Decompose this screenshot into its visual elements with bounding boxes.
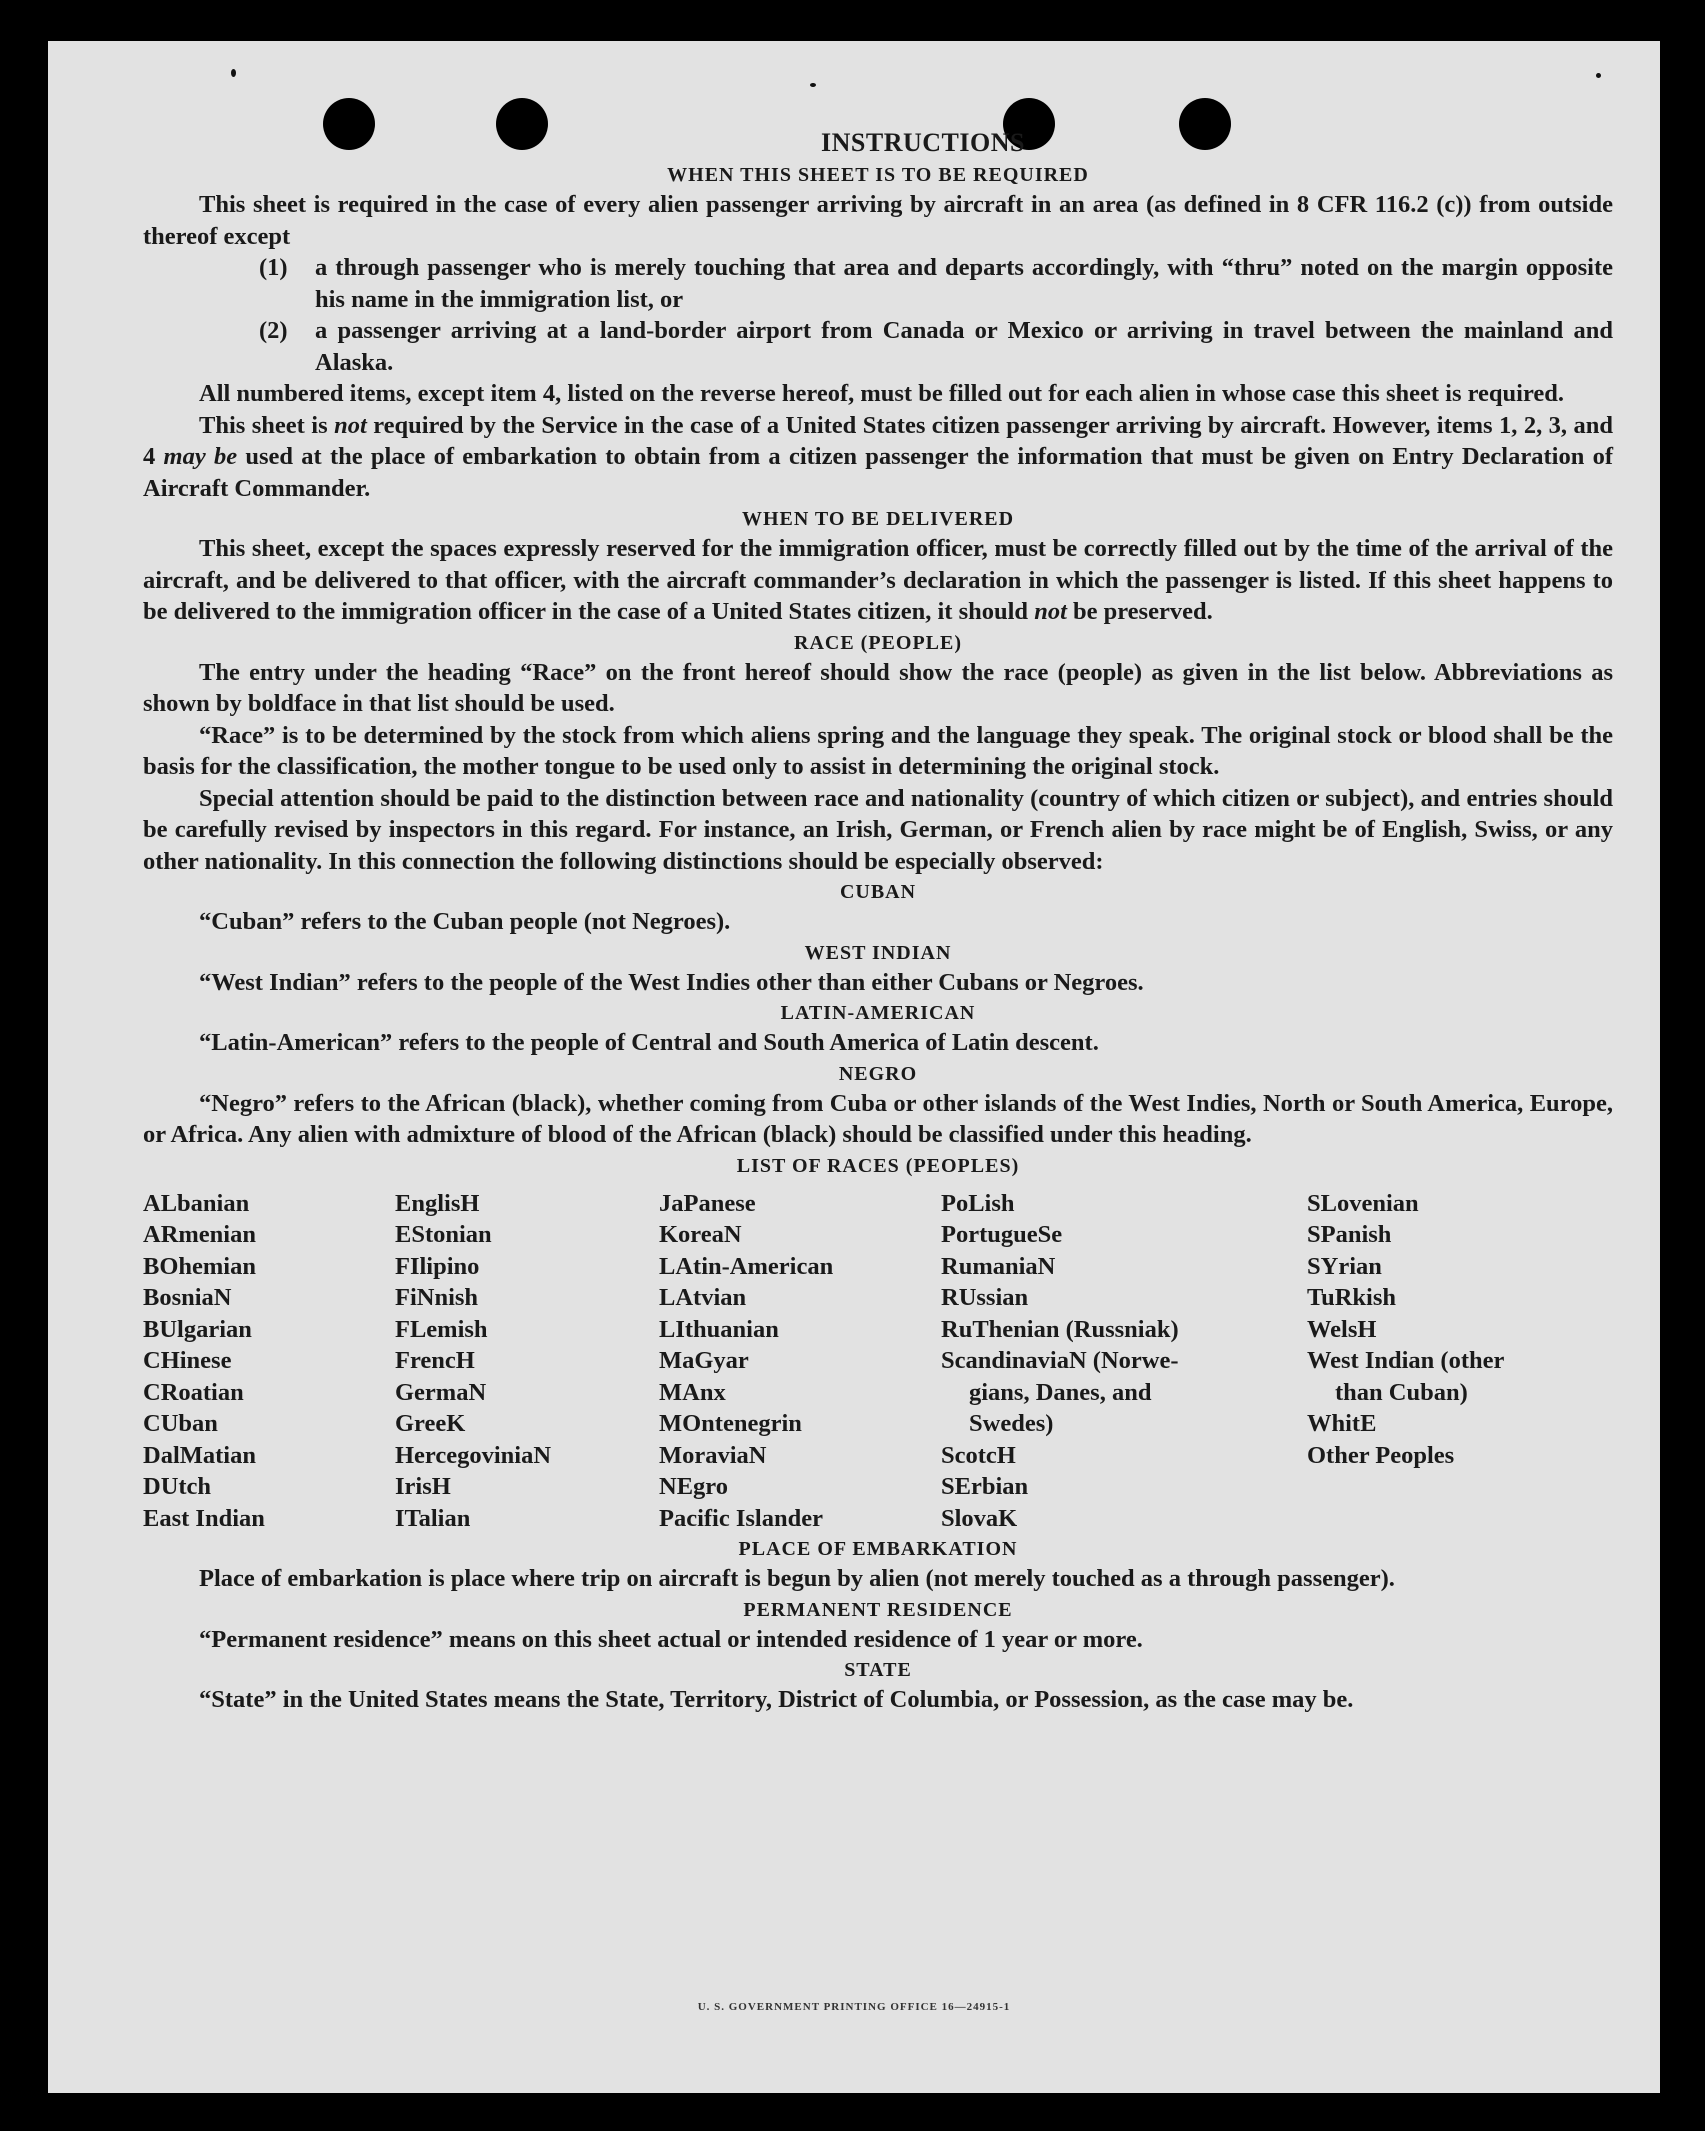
speck <box>1596 73 1601 78</box>
speck <box>231 69 236 77</box>
list-item <box>259 252 1613 315</box>
race-column <box>395 1188 659 1535</box>
race-entry: SlovaK <box>941 1504 1018 1532</box>
paragraph: “Permanent residence” means on this sheet actual or intended residence of 1 year or more. <box>199 1625 1143 1653</box>
instructions-body <box>143 126 1613 1716</box>
race-entry: FLemish <box>395 1315 488 1343</box>
race-entry: Pacific Islander <box>659 1504 823 1532</box>
paragraph: “Race” is to be determined by the stock from which aliens spring and the language they speak. The original stock or blood shall be the basis for the classification, the mother tongue to be used only to assist in determining the original stock. <box>143 721 1613 780</box>
paragraph: This sheet is required in the case of every alien passenger arriving by aircraft in an area (as defined in 8 CFR 116.2 (c)) from outside thereof except <box>143 191 1613 250</box>
section-heading: WHEN THIS SHEET IS TO BE REQUIRED <box>667 164 1089 186</box>
race-entry: West Indian (other <box>1307 1347 1505 1374</box>
race-entry: ScotcH <box>941 1441 1016 1469</box>
race-entry: CHinese <box>143 1347 232 1374</box>
speck <box>810 83 816 87</box>
section-heading: STATE <box>844 1659 912 1681</box>
race-entry: ARmenian <box>143 1221 256 1248</box>
race-entry: TuRkish <box>1307 1284 1397 1311</box>
race-entry: SPanish <box>1307 1221 1392 1248</box>
race-list <box>143 1188 1613 1535</box>
race-entry: FrencH <box>395 1347 475 1374</box>
paragraph: The entry under the heading “Race” on the front hereof should show the race (people) as given in the list below. Abbreviations as shown by boldface in that list should be used. <box>143 658 1613 717</box>
paragraph: Place of embarkation is place where trip on aircraft is begun by alien (not merely touched as a through passenger). <box>199 1565 1395 1592</box>
race-entry: JaPanese <box>659 1189 756 1217</box>
race-entry: DalMatian <box>143 1441 256 1469</box>
section-heading: LIST OF RACES (PEOPLES) <box>736 1154 1020 1177</box>
paragraph: “Negro” refers to the African (black), whether coming from Cuba or other islands of the West Indies, North or South America, Europe, or Africa. Any alien with admixture of blood of the African (black) should be classified under this heading. <box>143 1089 1613 1148</box>
section-heading: PLACE OF EMBARKATION <box>738 1538 1018 1560</box>
race-entry: ScandinaviaN (Norwe- <box>941 1347 1179 1374</box>
race-entry: IrisH <box>395 1473 451 1500</box>
section-heading: WHEN TO BE DELIVERED <box>741 508 1015 530</box>
race-entry: MOntenegrin <box>659 1410 802 1437</box>
race-entry: FiNnish <box>395 1284 479 1311</box>
race-entry: ALbanian <box>143 1189 250 1217</box>
document-page <box>48 41 1660 2093</box>
race-entry: RuThenian (Russniak) <box>941 1315 1179 1343</box>
race-entry: RUssian <box>941 1284 1029 1311</box>
race-entry: WelsH <box>1307 1315 1377 1343</box>
race-column <box>143 1188 395 1535</box>
paragraph: Special attention should be paid to the distinction between race and nationality (country of which citizen or subject), and entries should be carefully revised by inspectors in this regard. For instance, an Irish, German, or French alien by race might be of English, Swiss, or any other nationality. In this connection the following distinctions should be especially observed: <box>143 784 1613 875</box>
race-entry: Swedes) <box>969 1410 1054 1437</box>
race-entry: GermaN <box>395 1378 487 1406</box>
race-entry: gians, Danes, and <box>969 1378 1152 1406</box>
race-entry: EStonian <box>395 1221 492 1248</box>
race-entry: EnglisH <box>395 1189 480 1217</box>
paragraph: “Latin-American” refers to the people of Central and South America of Latin descent. <box>199 1029 1099 1056</box>
section-heading: RACE (PEOPLE) <box>794 631 962 654</box>
race-entry: MaGyar <box>659 1347 749 1374</box>
race-entry: SLovenian <box>1307 1189 1419 1217</box>
race-entry: than Cuban) <box>1335 1378 1468 1406</box>
item-text: a passenger arriving at a land-border airport from Canada or Mexico or arriving in travel between the mainland and Alaska. <box>315 317 1613 376</box>
race-entry: FIlipino <box>395 1252 480 1280</box>
race-entry: ITalian <box>395 1504 471 1532</box>
paragraph: This sheet, except the spaces expressly reserved for the immigration officer, must be correctly filled out by the time of the arrival of the aircraft, and be delivered to that officer, with the aircraft commander’s declaration in which the passenger is listed. If this sheet happens to be delivered to the immigration officer in the case of a United States citizen, it should not be preserved. <box>143 535 1613 625</box>
paragraph: “State” in the United States means the State, Territory, District of Columbia, or Possession, as the case may be. <box>199 1686 1354 1713</box>
section-heading: CUBAN <box>839 881 917 903</box>
race-entry: MAnx <box>659 1378 726 1406</box>
race-entry: SErbian <box>941 1473 1029 1500</box>
race-entry: LAtvian <box>659 1284 747 1311</box>
list-item <box>259 315 1613 378</box>
page-title: INSTRUCTIONS <box>821 128 1025 157</box>
race-entry: LIthuanian <box>659 1315 779 1343</box>
item-number: (2) <box>259 317 288 344</box>
race-entry: PoLish <box>941 1189 1015 1217</box>
race-entry: GreeK <box>395 1410 466 1437</box>
paragraph: “Cuban” refers to the Cuban people (not Negroes). <box>199 908 731 935</box>
paragraph: This sheet is not required by the Service in the case of a United States citizen passenger arriving by aircraft. However, items 1, 2, 3, and 4 may be used at the place of embarkation to obtain from a citizen passenger the information that must be given on Entry Declaration of Aircraft Commander. <box>143 411 1613 502</box>
race-entry: BUlgarian <box>143 1315 252 1343</box>
race-column <box>941 1188 1307 1535</box>
race-column <box>1307 1188 1577 1535</box>
race-entry: NEgro <box>659 1473 728 1500</box>
race-entry: WhitE <box>1307 1410 1377 1437</box>
race-entry: BosniaN <box>143 1284 232 1311</box>
paragraph: All numbered items, except item 4, listed on the reverse hereof, must be filled out for each alien in whose case this sheet is required. <box>199 380 1565 407</box>
paragraph: “West Indian” refers to the people of the West Indies other than either Cubans or Negroes. <box>199 968 1144 996</box>
race-entry: DUtch <box>143 1473 212 1500</box>
race-entry: SYrian <box>1307 1252 1382 1280</box>
printer-imprint: U. S. GOVERNMENT PRINTING OFFICE 16—24915-1 <box>697 2001 1011 2013</box>
item-text: a through passenger who is merely touching that area and departs accordingly, with “thru” noted on the margin opposite his name in the immigration list, or <box>315 254 1613 313</box>
item-number: (1) <box>259 254 288 281</box>
race-entry: HercegoviniaN <box>395 1441 552 1469</box>
race-entry: CRoatian <box>143 1378 244 1406</box>
race-entry: CUban <box>143 1410 218 1437</box>
section-heading: PERMANENT RESIDENCE <box>743 1598 1013 1621</box>
race-entry: BOhemian <box>143 1252 256 1280</box>
race-column <box>659 1188 941 1535</box>
race-entry: PortugueSe <box>941 1221 1063 1248</box>
race-entry: Other Peoples <box>1307 1441 1455 1469</box>
race-entry: MoraviaN <box>659 1441 767 1469</box>
section-heading: WEST INDIAN <box>804 941 952 964</box>
race-entry: RumaniaN <box>941 1252 1056 1280</box>
section-heading: NEGRO <box>838 1062 918 1085</box>
section-heading: LATIN-AMERICAN <box>780 1002 976 1024</box>
race-entry: LAtin-American <box>659 1252 834 1280</box>
race-entry: East Indian <box>143 1504 265 1532</box>
race-entry: KoreaN <box>659 1221 742 1248</box>
